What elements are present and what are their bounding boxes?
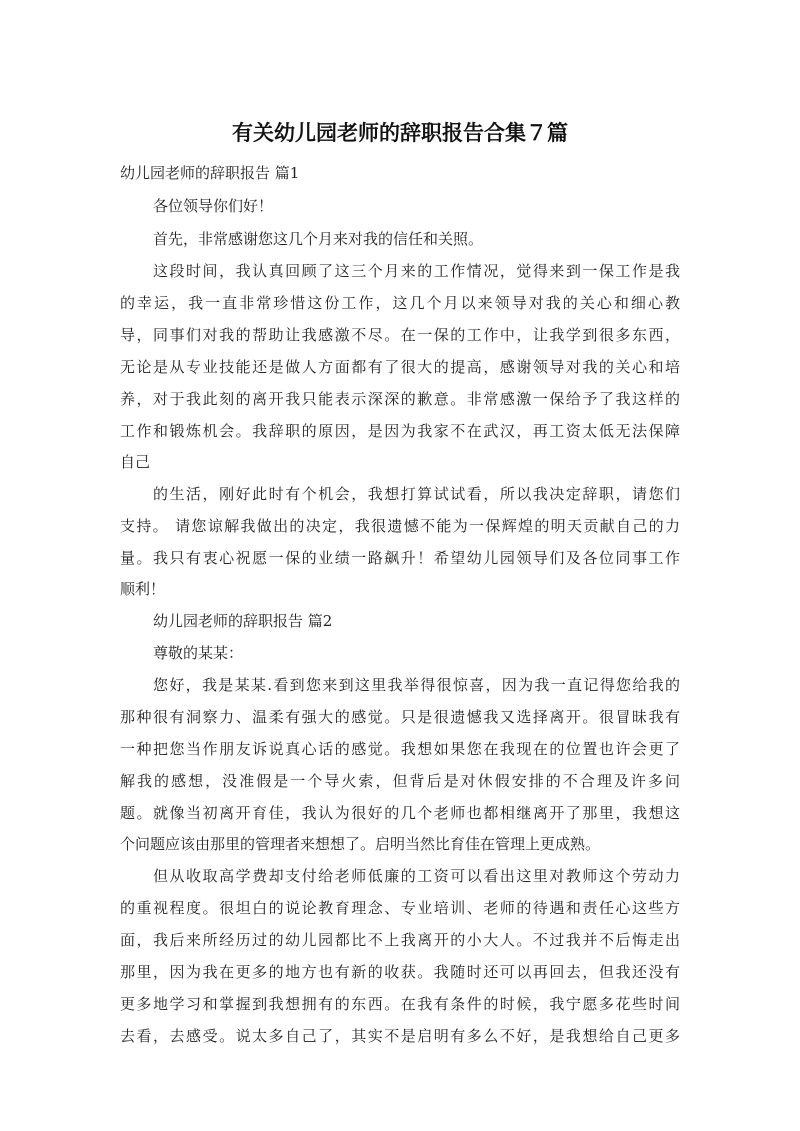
- paragraph-line: 更多地学习和掌握到我想拥有的东西。在我有条件的时候，我宁愿多花些时间: [120, 995, 680, 1013]
- paragraph-line: 个问题应该由那里的管理者来想想了。启明当然比育佳在管理上更成熟。: [120, 835, 601, 853]
- paragraph-line: 但从收取高学费却支付给老师低廉的工资可以看出这里对教师这个劳动力: [153, 867, 680, 885]
- paragraph-line: 无论是从专业技能还是做人方面都有了很大的提高，感谢领导对我的关心和培: [120, 358, 680, 376]
- paragraph-line: 解我的感想，没准假是一个导火索，但背后是对休假安排的不合理及许多问: [120, 772, 680, 790]
- paragraph-line: 去看，去感受。说太多自己了，其实不是启明有多么不好，是我想给自己更多: [120, 1027, 680, 1045]
- paragraph-line: 养，对于我此刻的离开我只能表示深深的歉意。非常感激一保给予了我这样的: [120, 390, 680, 408]
- paragraph-line: 各位领导你们好！: [153, 197, 274, 215]
- document-title: 有关幼儿园老师的辞职报告合集７篇: [232, 121, 568, 145]
- paragraph-line: 那种很有洞察力、温柔有强大的感觉。只是很遗憾我又选择离开。很冒昧我有: [120, 708, 680, 726]
- paragraph-line: 支持。 请您谅解我做出的决定，我很遗憾不能为一保辉煌的明天贡献自己的力: [120, 517, 680, 535]
- paragraph-line: 尊敬的某某：: [153, 644, 244, 662]
- paragraph-line: 的幸运，我一直非常珍惜这份工作，这几个月以来领导对我的关心和细心教: [120, 294, 680, 312]
- section-heading-2: 幼儿园老师的辞职报告 篇2: [153, 612, 333, 630]
- section-heading-1: 幼儿园老师的辞职报告 篇1: [120, 164, 300, 182]
- paragraph-line: 的生活，刚好此时有个机会，我想打算试试看，所以我决定辞职，请您们: [153, 485, 680, 503]
- paragraph-line: 的重视程度。很坦白的说论教育理念、专业培训、老师的待遇和责任心这些方: [120, 899, 680, 917]
- paragraph-line: 首先，非常感谢您这几个月来对我的信任和关照。: [153, 230, 484, 248]
- paragraph-line: 那里，因为我在更多的地方也有新的收获。我随时还可以再回去，但我还没有: [120, 963, 680, 981]
- paragraph-line: 题。就像当初离开育佳，我认为很好的几个老师也都相继离开了那里，我想这: [120, 804, 680, 822]
- paragraph-line: 导，同事们对我的帮助让我感激不尽。在一保的工作中，让我学到很多东西，: [120, 326, 680, 344]
- paragraph-line: 一种把您当作朋友诉说真心话的感觉。我想如果您在我现在的位置也许会更了: [120, 740, 680, 758]
- paragraph-line: 工作和锻炼机会。我辞职的原因，是因为我家不在武汉，再工资太低无法保障: [120, 422, 680, 440]
- paragraph-line: 面，我后来所经历过的幼儿园都比不上我离开的小大人。不过我并不后悔走出: [120, 931, 680, 949]
- paragraph-line: 顺利！: [120, 580, 166, 598]
- paragraph-line: 这段时间，我认真回顾了这三个月来的工作情况，觉得来到一保工作是我: [153, 262, 680, 280]
- paragraph-line: 自己: [120, 453, 151, 471]
- paragraph-line: 您好，我是某某.看到您来到这里我举得很惊喜，因为我一直记得您给我的: [153, 676, 680, 694]
- paragraph-line: 量。我只有衷心祝愿一保的业绩一路飙升！希望幼儿园领导们及各位同事工作: [120, 549, 680, 567]
